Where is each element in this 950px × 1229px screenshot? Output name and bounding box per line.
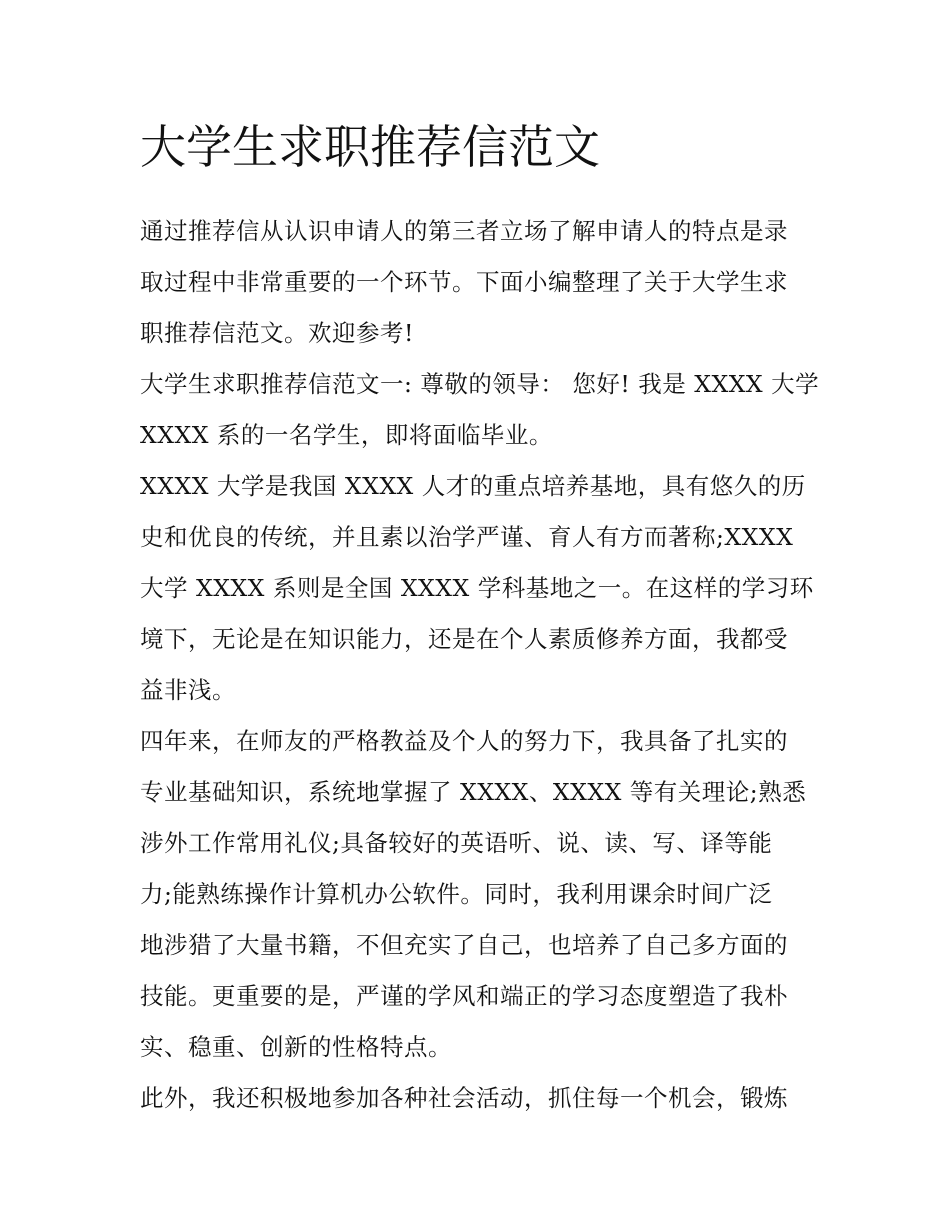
text-line: 大学 XXXX 系则是全国 XXXX 学科基地之一。在这样的学习环 (140, 574, 814, 602)
paragraph-greeting (140, 359, 820, 461)
text-line: 专业基础知识，系统地掌握了 XXXX、XXXX 等有关理论;熟悉 (140, 778, 807, 806)
document-title: 大学生求职推荐信范文 (140, 120, 600, 174)
text-line: 境下，无论是在知识能力，还是在个人素质修养方面，我都受 (140, 625, 788, 653)
document-page (140, 112, 820, 1124)
text-line: 地涉猎了大量书籍，不但充实了自己，也培养了自己多方面的 (140, 931, 788, 959)
text-line: 技能。更重要的是，严谨的学风和端正的学习态度塑造了我朴 (140, 982, 788, 1010)
paragraph-skills (140, 716, 820, 1073)
text-line: 史和优良的传统，并且素以治学严谨、育人有方而著称;XXXX (140, 523, 794, 551)
paragraph-university (140, 461, 820, 716)
text-line: 通过推荐信从认识申请人的第三者立场了解申请人的特点是录 (140, 217, 788, 245)
paragraph-intro (140, 206, 820, 359)
text-line: XXXX 系的一名学生，即将面临毕业。 (140, 421, 553, 449)
paragraph-activities (140, 1073, 820, 1124)
text-line: 此外，我还积极地参加各种社会活动，抓住每一个机会，锻炼 (140, 1084, 788, 1112)
text-line: XXXX 大学是我国 XXXX 人才的重点培养基地，具有悠久的历 (140, 472, 806, 500)
text-line: 四年来，在师友的严格教益及个人的努力下，我具备了扎实的 (140, 727, 788, 755)
text-line: 涉外工作常用礼仪;具备较好的英语听、说、读、写、译等能 (140, 829, 773, 857)
text-line: 益非浅。 (140, 676, 236, 704)
text-line: 实、稳重、创新的性格特点。 (140, 1033, 452, 1061)
text-line: 取过程中非常重要的一个环节。下面小编整理了关于大学生求 (140, 268, 788, 296)
text-line: 力;能熟练操作计算机办公软件。同时，我利用课余时间广泛 (140, 880, 773, 908)
text-line: 职推荐信范文。欢迎参考! (140, 319, 414, 347)
text-line: 大学生求职推荐信范文一: 尊敬的领导： 您好! 我是 XXXX 大学 (140, 370, 820, 398)
